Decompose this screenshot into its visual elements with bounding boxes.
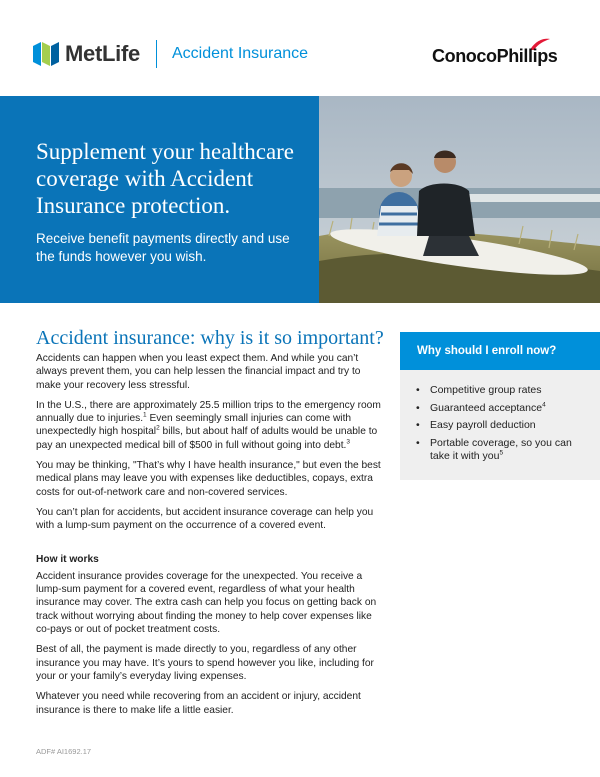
footer-document-code: ADF# AI1692.17 (36, 747, 92, 756)
enroll-benefits-list (414, 384, 594, 468)
stats-text-c: bills, but about half of adults would be unable to pay an unexpected medical bill of $500 in full without going into debt. (36, 426, 378, 451)
enroll-box-heading: Why should I enroll now? (417, 345, 557, 357)
bullet-icon: • (416, 384, 420, 396)
health-insurance-paragraph: You may be thinking, "That’s why I have health insurance," but even the best medical plans may leave you with expenses like deductibles, copays, extra costs for out-of-network care and non-covered services. (36, 460, 381, 498)
stats-text-a: In the U.S., there are approximately 25.5 million trips to the emergency room annually due to injuries. (36, 399, 381, 425)
list-item: • Competitive group rates (416, 384, 542, 396)
hero-beach-photo (319, 96, 600, 303)
enroll-sidebar-box (400, 332, 600, 480)
footnote-ref-5: 5 (499, 449, 504, 457)
section-title: Accident insurance: why is it so important? (36, 327, 384, 349)
plan-paragraph: You can’t plan for accidents, but accident insurance coverage can help you with a lump-sum payment on the occurrence of a covered event. (36, 506, 374, 532)
hero-subtitle: Receive benefit payments directly and use the funds however you wish. (36, 231, 290, 264)
bullet-icon: • (416, 436, 420, 449)
metlife-wordmark: MetLife (65, 41, 140, 66)
bullet-icon: • (416, 401, 420, 414)
stats-text-b: Even seemingly small injuries can come with unexpectedly high hospital (36, 413, 352, 438)
footnote-ref-1: 1 (143, 411, 147, 419)
list-item: • Easy payroll deduction (416, 419, 536, 431)
list-item: • Guaranteed acceptance$^4$ (416, 401, 546, 414)
how-it-works-paragraph-1: Accident insurance provides coverage for the unexpected. You receive a lump-sum payment for a covered event, regardless of what your health insurance may cover. The extra cash can help you focus on getting back on track without worrying about finding the money to help cover expenses like co-pays or out of pocket treatment costs. (36, 570, 377, 636)
conocophillips-wordmark: ConocoPhillips (432, 46, 558, 66)
body-column (36, 352, 386, 724)
hero-banner (0, 96, 600, 303)
footnote-ref-3: 3 (346, 438, 350, 446)
product-name: Accident Insurance (172, 45, 309, 62)
how-it-works-heading: How it works (36, 553, 99, 565)
bullet-icon: • (416, 419, 420, 431)
hero-title: Supplement your healthcare coverage with Accident Insurance protection. (36, 139, 295, 218)
footnote-ref-4: 4 (542, 401, 546, 408)
enroll-box-header (400, 332, 600, 370)
header-divider (156, 40, 157, 68)
metlife-logo-icon (33, 42, 59, 66)
intro-paragraph: Accidents can happen when you least expect them. And while you can’t always prevent them, you can help lessen the financial impact and try to make your recovery less stressful. (36, 353, 361, 391)
statistics-paragraph (36, 399, 386, 452)
how-it-works-paragraph-3: Whatever you need while recovering from an accident or injury, accident insurance is there to make life a little easier. (36, 691, 361, 716)
footnote-ref-2: 2 (156, 425, 160, 433)
list-item: • Portable coverage, so you can take it with you$^5$ (416, 436, 572, 462)
hero-text-panel (0, 96, 319, 303)
how-it-works-paragraph-2: Best of all, the payment is made directly to you, regardless of any other insurance you may have. It’s yours to spend however you like, including for your or your family’s everyday living expenses. (36, 644, 374, 682)
document-header (0, 0, 600, 96)
